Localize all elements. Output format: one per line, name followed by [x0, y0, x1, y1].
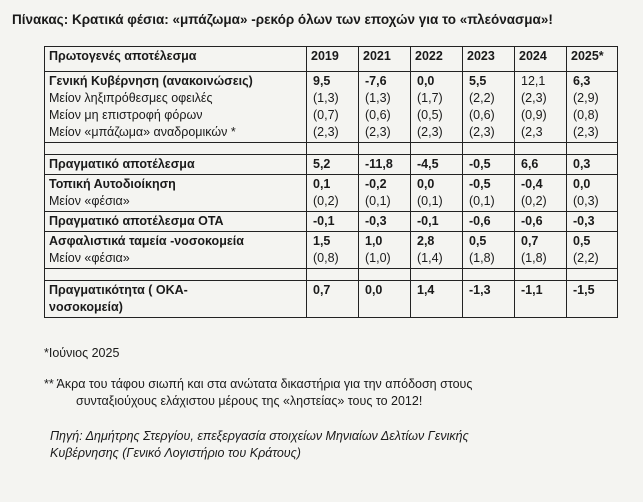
value: (2,3): [313, 125, 339, 139]
value: -0,2: [365, 177, 387, 191]
fiscal-table: [44, 46, 618, 318]
value: (1,3): [365, 91, 391, 105]
value: (0,1): [417, 194, 443, 208]
cell-2025: [567, 175, 618, 212]
row-label: Μείον μη επιστροφή φόρων: [49, 108, 203, 122]
cell-2025: [567, 72, 618, 143]
row-label: Ασφαλιστικά ταμεία -νοσοκομεία: [49, 234, 244, 248]
value: (0,6): [365, 108, 391, 122]
value: 2,8: [417, 234, 435, 248]
header-year-2023: 2023: [463, 47, 515, 72]
value: 1,4: [411, 281, 463, 318]
value: 0,7: [521, 234, 539, 248]
table-row-local-government: [45, 175, 618, 212]
value: (2,3): [573, 125, 599, 139]
cell-2021: [359, 72, 411, 143]
value: 1,5: [313, 234, 331, 248]
table-row-real-result: [45, 155, 618, 175]
value: (2,9): [573, 91, 599, 105]
value: -1,5: [567, 281, 618, 318]
page-title: Πίνακας: Κρατικά φέσια: «μπάζωμα» -ρεκόρ όλων των εποχών για το «πλεόνασμα»!: [12, 12, 553, 27]
cell-2023: [463, 175, 515, 212]
value: (0,2): [521, 194, 547, 208]
cell-2023: [463, 232, 515, 269]
value: -0,4: [521, 177, 543, 191]
cell-2019: [307, 232, 359, 269]
value: -0,1: [411, 212, 463, 232]
header-year-2021: 2021: [359, 47, 411, 72]
row-label: Μείον «μπάζωμα» αναδρομικών *: [49, 125, 236, 139]
value: (2,3): [469, 125, 495, 139]
general-government-labels: [45, 72, 307, 143]
local-government-labels: [45, 175, 307, 212]
value: 5,2: [307, 155, 359, 175]
cell-2022: [411, 232, 463, 269]
row-label: Πραγματικό αποτέλεσμα ΟΤΑ: [45, 212, 307, 232]
value: -0,5: [463, 155, 515, 175]
value: 0,0: [417, 177, 435, 191]
value: (0,3): [573, 194, 599, 208]
value: (2,2): [573, 251, 599, 265]
value: 0,5: [469, 234, 487, 248]
cell-2024: [515, 175, 567, 212]
row-label: Μείον «φέσια»: [49, 251, 130, 265]
cell-2019: [307, 72, 359, 143]
header-year-2025: 2025*: [567, 47, 618, 72]
cell-2024: [515, 232, 567, 269]
value: (1,0): [365, 251, 391, 265]
cell-2021: [359, 175, 411, 212]
value: 1,0: [365, 234, 383, 248]
cell-2025: [567, 232, 618, 269]
footnote-line: ** Άκρα του τάφου σιωπή και στα ανώτατα δικαστήρια για την απόδοση στους: [44, 377, 473, 391]
table-header-row: [45, 47, 618, 72]
row-label: Πραγματικό αποτέλεσμα: [45, 155, 307, 175]
cell-2021: [359, 232, 411, 269]
value: 0,7: [307, 281, 359, 318]
value: 5,5: [469, 74, 487, 88]
cell-2019: [307, 175, 359, 212]
value: 0,0: [573, 177, 591, 191]
table-row-insurance-funds: [45, 232, 618, 269]
value: 0,1: [313, 177, 331, 191]
table-row-real-ota: [45, 212, 618, 232]
value: (2,3): [365, 125, 391, 139]
value: (0,9): [521, 108, 547, 122]
value: (1,7): [417, 91, 443, 105]
value: 0,5: [573, 234, 591, 248]
table-spacer-row: [45, 143, 618, 155]
header-label: Πρωτογενές αποτέλεσμα: [45, 47, 307, 72]
insurance-labels: [45, 232, 307, 269]
cell-2024: [515, 72, 567, 143]
value: (0,2): [313, 194, 339, 208]
header-year-2019: 2019: [307, 47, 359, 72]
value: -0,5: [469, 177, 491, 191]
value: (0,6): [469, 108, 495, 122]
cell-2022: [411, 175, 463, 212]
table-row-reality: [45, 281, 618, 318]
value: (2,3): [521, 91, 547, 105]
value: -0,6: [515, 212, 567, 232]
value: -1,1: [515, 281, 567, 318]
source-note: [50, 428, 610, 462]
reality-labels: [45, 281, 307, 318]
cell-2023: [463, 72, 515, 143]
value: (0,8): [313, 251, 339, 265]
value: (0,1): [365, 194, 391, 208]
table-spacer-row: [45, 269, 618, 281]
footnote-line: συνταξιούχους ελάχιστου μέρους της «ληστείας» τους το 2012!: [76, 394, 423, 408]
value: 0,0: [359, 281, 411, 318]
value: 0,3: [567, 155, 618, 175]
row-label: Τοπική Αυτοδιοίκηση: [49, 177, 176, 191]
value: 0,0: [417, 74, 435, 88]
header-year-2022: 2022: [411, 47, 463, 72]
row-label: Γενική Κυβέρνηση (ανακοινώσεις): [49, 74, 253, 88]
footnote-main: [44, 376, 614, 410]
header-year-2024: 2024: [515, 47, 567, 72]
value: -4,5: [411, 155, 463, 175]
value: (1,3): [313, 91, 339, 105]
footnote-date: *Ιούνιος 2025: [44, 346, 120, 360]
value: -7,6: [365, 74, 387, 88]
value: (1,4): [417, 251, 443, 265]
value: -0,3: [567, 212, 618, 232]
cell-2022: [411, 72, 463, 143]
row-label: Μείον «φέσια»: [49, 194, 130, 208]
row-label: Μείον ληξιπρόθεσμες οφειλές: [49, 91, 213, 105]
row-label: Πραγματικότητα ( ΟΚΑ-: [49, 283, 188, 297]
value: (0,5): [417, 108, 443, 122]
source-line: Κυβέρνησης (Γενικό Λογιστήριο του Κράτους): [50, 446, 301, 460]
value: 9,5: [313, 74, 331, 88]
value: -0,3: [359, 212, 411, 232]
value: 12,1: [521, 74, 546, 88]
value: (0,7): [313, 108, 339, 122]
value: (1,8): [469, 251, 495, 265]
row-label: νοσοκομεία): [49, 300, 123, 314]
value: -0,6: [463, 212, 515, 232]
value: -11,8: [359, 155, 411, 175]
value: (2,3: [521, 125, 543, 139]
value: -1,3: [463, 281, 515, 318]
value: -0,1: [307, 212, 359, 232]
source-line: Πηγή: Δημήτρης Στεργίου, επεξεργασία στοιχείων Μηνιαίων Δελτίων Γενικής: [50, 429, 469, 443]
value: (0,8): [573, 108, 599, 122]
table-row-general-government: [45, 72, 618, 143]
value: (2,2): [469, 91, 495, 105]
value: (0,1): [469, 194, 495, 208]
value: 6,3: [573, 74, 591, 88]
value: 6,6: [515, 155, 567, 175]
value: (1,8): [521, 251, 547, 265]
value: (2,3): [417, 125, 443, 139]
